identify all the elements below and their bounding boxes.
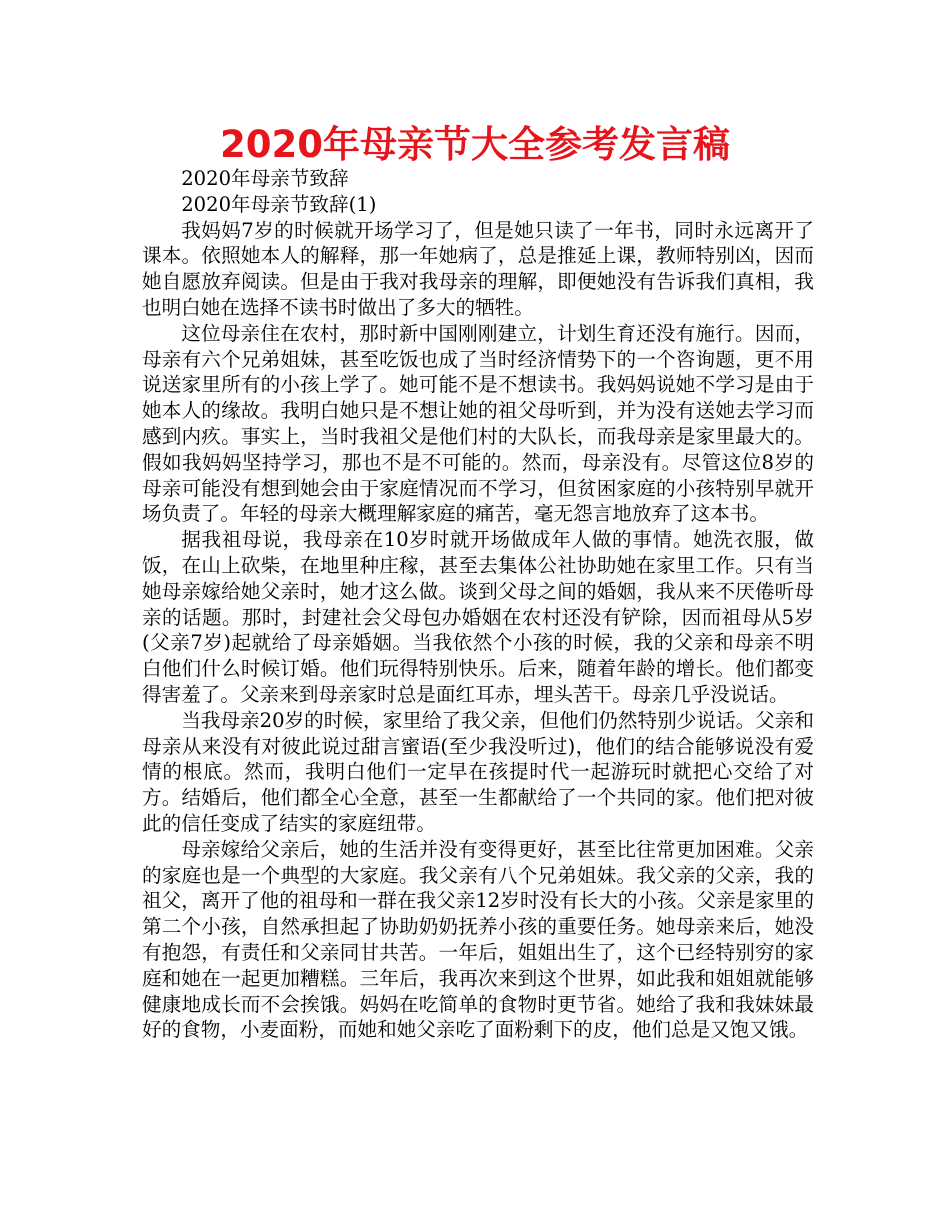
paragraph: 当我母亲20岁的时候，家里给了我父亲，但他们仍然特别少说话。父亲和母亲从来没有对彼此说过甜言蜜语(至少我没听过)，他们的结合能够说没有爱情的根底。然而，我明白他们一定早在孩提时代一起游玩时就把心交给了对方。结婚后，他们都全心全意，甚至一生都献给了一个共同的家。他们把对彼此的信任变成了结实的家庭纽带。 — [142, 708, 814, 835]
document-title: 2020年母亲节大全参考发言稿 — [220, 123, 730, 166]
paragraph-subheading: 2020年母亲节致辞(1) — [181, 192, 377, 216]
paragraph: 这位母亲住在农村，那时新中国刚刚建立，计划生育还没有施行。因而，母亲有六个兄弟姐妹，甚至吃饭也成了当时经济情势下的一个咨询题，更不用说送家里所有的小孩上学了。她可能不是不想读书。我妈妈说她不学习是由于她本人的缘故。我明白她只是不想让她的祖父母听到，并为没有送她去学习而感到内疚。事实上，当时我祖父是他们村的大队长，而我母亲是家里最大的。假如我妈妈坚持学习，那也不是不可能的。然而，母亲没有。尽管这位8岁的母亲可能没有想到她会由于家庭情况而不学习，但贫困家庭的小孩特别早就开场负责了。年轻的母亲大概理解家庭的痛苦，毫无怨言地放弃了这本书。 — [142, 321, 814, 526]
document-body — [142, 166, 814, 1043]
paragraph: 据我祖母说，我母亲在10岁时就开场做成年人做的事情。她洗衣服，做饭，在山上砍柴，在地里种庄稼，甚至去集体公社协助她在家里工作。只有当她母亲嫁给她父亲时，她才这么做。谈到父母之间的婚姻，我从来不厌倦听母亲的话题。那时，封建社会父母包办婚姻在农村还没有铲除，因而祖母从5岁(父亲7岁)起就给了母亲婚姻。当我依然个小孩的时候，我的父亲和母亲不明白他们什么时候订婚。他们玩得特别快乐。后来，随着年龄的增长。他们都变得害羞了。父亲来到母亲家时总是面红耳赤，埋头苦干。母亲几乎没说话。 — [142, 528, 814, 706]
paragraph: 母亲嫁给父亲后，她的生活并没有变得更好，甚至比往常更加困难。父亲的家庭也是一个典型的大家庭。我父亲有八个兄弟姐妹。我父亲的父亲，我的祖父，离开了他的祖母和一群在我父亲12岁时没有长大的小孩。父亲是家里的第二个小孩，自然承担起了协助奶奶抚养小孩的重要任务。她母亲来后，她没有抱怨，有责任和父亲同甘共苦。一年后，姐姐出生了，这个已经特别穷的家庭和她在一起更加糟糕。三年后，我再次来到这个世界，如此我和姐姐就能够健康地成长而不会挨饿。妈妈在吃简单的食物时更节省。她给了我和我妹妹最好的食物，小麦面粉，而她和她父亲吃了面粉剩下的皮，他们总是又饱又饿。 — [142, 837, 814, 1042]
paragraph: 我妈妈7岁的时候就开场学习了，但是她只读了一年书，同时永远离开了课本。依照她本人的解释，那一年她病了，总是推延上课，教师特别凶，因而她自愿放弃阅读。但是由于我对我母亲的理解，即便她没有告诉我们真相，我也明白她在选择不读书时做出了多大的牺牲。 — [142, 218, 814, 319]
paragraph-heading: 2020年母亲节致辞 — [181, 167, 349, 190]
